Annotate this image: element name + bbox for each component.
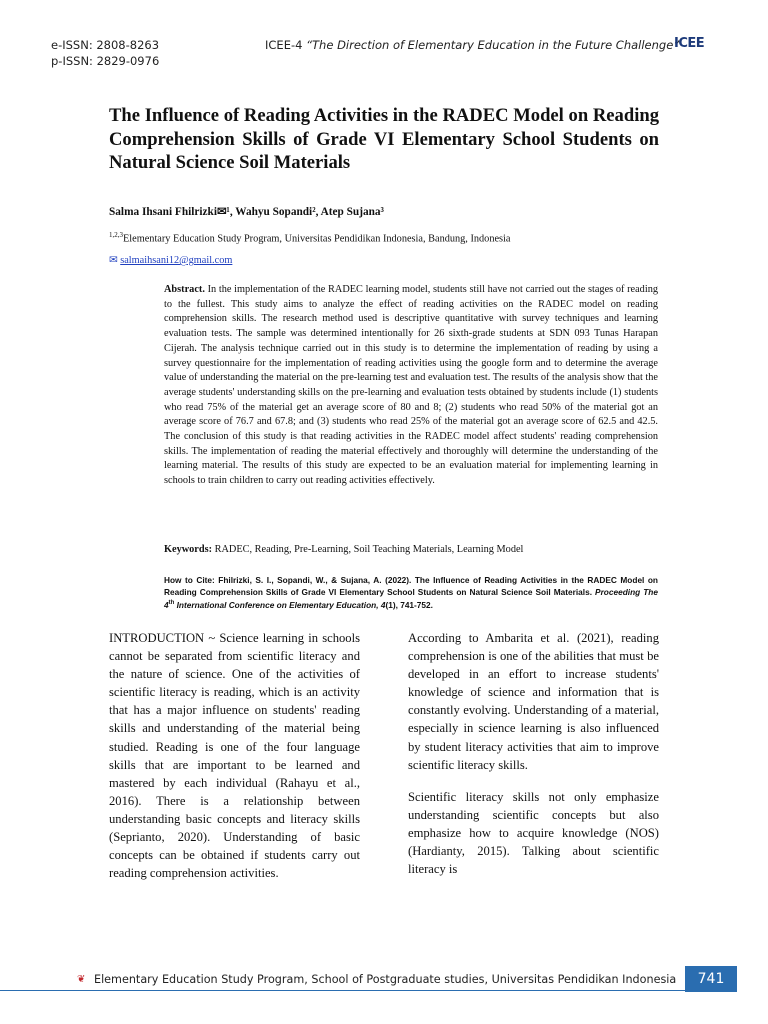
- authors: Salma Ihsani Fhilrizki✉¹, Wahyu Sopandi², Atep Sujana³: [109, 206, 384, 218]
- paragraph-scientific-literacy: Scientific literacy skills not only emphasize understanding scientific concepts but also emphasize how to acquire knowledge (NOS) (Hardianty, 2015). Talking about scientific literacy is: [408, 789, 659, 877]
- cite-journal-post: International Conference on Elementary Education, 4: [174, 599, 386, 610]
- abstract-text: In the implementation of the RADEC learning model, students still have not carried out the stages of reading to the fullest. This study aims to analyze the effect of reading activities on the RADEC model on reading comprehension skills. The research method used is descriptive quantitative with survey techniques and learning evaluation tests. The sample was determined intentionally for 26 sixth-grade students at SDN 093 Tunas Harapan Cijerah. The analysis technique carried out in this study is to determine the implementation of reading by using a survey questionnaire for the implementation of reading activities using the google form and to determine the average value of understanding the material on the pre-learning test and evaluation test. The results of the analysis show that the average students' understanding skills on the pre-learning and evaluation tests obtained by students include (1) students who read 75% of the material get an average score of 80 and 8; (2) students who read 50% of the material got an average score of 76.7 and 67.8; and (3) students who read 25% of the material got an average score of 62.5 and 42.5. The conclusion of this study is that reading activities in the RADEC model affect students' reading comprehension skills. The implementation of reading the material effectively and thoroughly will determine the understanding of the learning material. The results of this study are expected to be an evaluation material for implementing learning in schools to train children to carry out reading activities effectively.: [164, 284, 658, 487]
- keywords: [164, 544, 658, 555]
- footer-ornament-icon: ❦: [77, 974, 86, 985]
- keywords-text: RADEC, Reading, Pre-Learning, Soil Teaching Materials, Learning Model: [212, 544, 524, 555]
- eissn: e-ISSN: 2808-8263: [51, 38, 160, 52]
- cite-journal-pre: Proceeding The 4: [164, 586, 658, 610]
- body-column-right: [408, 629, 659, 892]
- paragraph-ambarita: According to Ambarita et al. (2021), reading comprehension is one of the abilities that must be developed in an effort to increase students' knowledge of science and information that is constantly evolving. Understanding of a material, especially in science learning is also influenced by student literacy activities that aim to improve scientific literacy skills.: [408, 631, 659, 772]
- abstract-label: Abstract.: [164, 284, 205, 295]
- conference-prefix: ICEE-4: [265, 38, 307, 52]
- cite-tail: (1), 741-752.: [385, 599, 433, 610]
- page-number: 741: [685, 966, 737, 992]
- keywords-label: Keywords:: [164, 544, 213, 555]
- cite-main: How to Cite: Fhilrizki, S. I., Sopandi, W., & Sujana, A. (2022). The Influence of Reading Activities in the RADEC Model on Reading Comprehension Skills of Grade VI Elementary School Students on Natural Science Soil Materials.: [164, 575, 658, 597]
- intro-paragraph: INTRODUCTION ~ Science learning in schools cannot be separated from scientific literacy and the nature of science. One of the activities of scientific literacy is reading, which is an activity that has a major influence on students' reading skills and understanding of the material being studied. Reading is one of the four language skills that are important to be learned and mastered by each individual (Rahayu et al., 2016). There is a relationship between understanding basic concepts and literacy skills (Seprianto, 2020). Understanding of basic concepts can be obtained if students carry out reading comprehension activities.: [109, 631, 360, 881]
- affiliation: [109, 231, 511, 244]
- conference-header: [265, 38, 679, 52]
- body-column-left: [109, 629, 360, 882]
- mail-icon: ✉: [109, 255, 118, 266]
- footer-text: Elementary Education Study Program, School of Postgraduate studies, Universitas Pendidikan Indonesia: [94, 973, 677, 986]
- affiliation-text: Elementary Education Study Program, Universitas Pendidikan Indonesia, Bandung, Indonesia: [123, 233, 511, 245]
- email-link[interactable]: salmaihsani12@gmail.com: [120, 255, 233, 266]
- footer-rule: [0, 990, 685, 991]
- cite-journal-sup: th: [168, 600, 175, 607]
- affiliation-sup: 1,2,3: [109, 231, 123, 239]
- pissn: p-ISSN: 2829-0976: [51, 54, 160, 68]
- paper-title: The Influence of Reading Activities in the RADEC Model on Reading Comprehension Skills of Grade VI Elementary School Students on Natural Science Soil Materials: [109, 105, 659, 173]
- email-line: [109, 254, 232, 266]
- abstract: [164, 283, 658, 489]
- conference-theme: “The Direction of Elementary Education in the Future Challenge”: [306, 38, 680, 52]
- how-to-cite: [164, 575, 658, 612]
- icee-logo: ICEE: [674, 36, 705, 51]
